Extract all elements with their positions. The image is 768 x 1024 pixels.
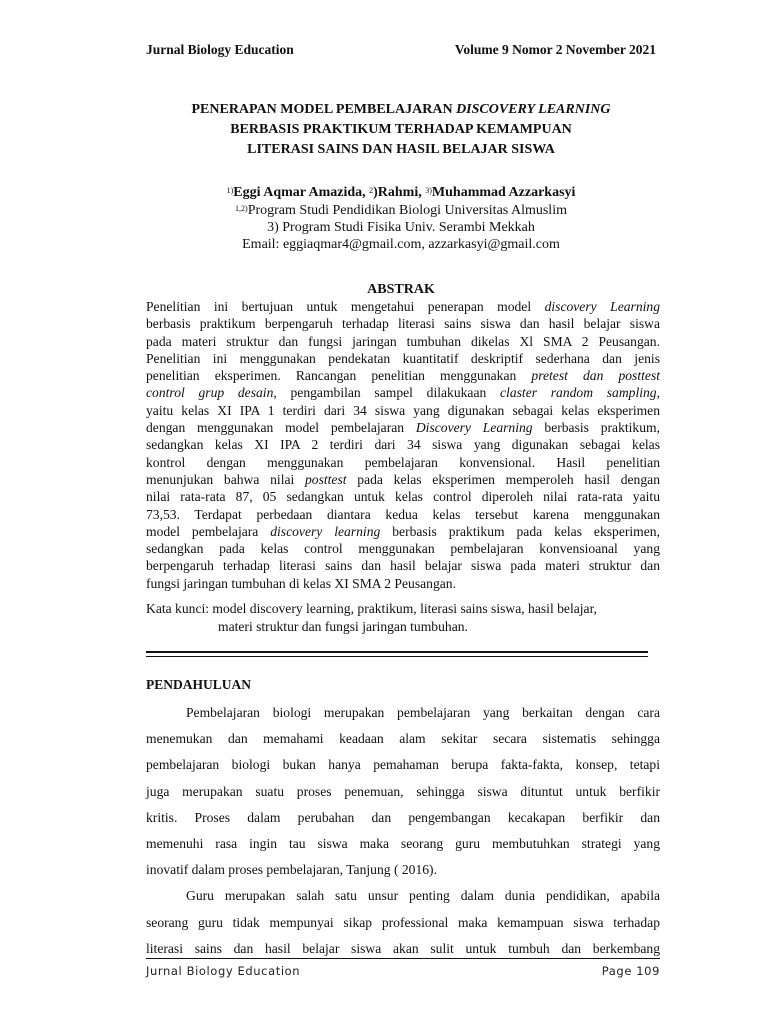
abstract-line: berbasis praktikum berpengaruh terhadap literasi sains siswa dan hasil belajar siswa — [146, 316, 660, 332]
abstract-line: Penelitian ini menggunakan pendekatan kuantitatif deskriptif sederhana dan jenis — [146, 350, 660, 366]
abstract-line: menunjukan bahwa nilai posttest pada kelas eksperimen memperoleh hasil dengan — [146, 471, 660, 487]
running-header — [146, 42, 656, 58]
body-line: memenuhi rasa ingin tau siswa maka seorang guru membutuhkan strategi yang — [146, 836, 660, 852]
abstract-line: penelitian eksperimen. Rancangan penelitian menggunakan pretest dan posttest — [146, 368, 661, 384]
paper-title — [146, 100, 656, 160]
abstract-line: sedangkan kelas XI IPA 2 terdiri dari 34 siswa yang digunakan sebagai kelas — [146, 437, 660, 453]
abstract-line: nilai rata-rata 87, 05 sedangkan untuk kelas control diperoleh nilai rata-rata yaitu — [146, 489, 660, 505]
title-line-2: BERBASIS PRAKTIKUM TERHADAP KEMAMPUAN — [230, 122, 572, 137]
header-volume: Volume 9 Nomor 2 November 2021 — [454, 42, 656, 57]
affiliation-1: $^{1,2)}$Program Studi Pendidikan Biologi Universitas Almuslim — [235, 203, 567, 218]
body-line: literasi sains dan hasil belajar siswa akan sulit untuk tumbuh dan berkembang — [146, 940, 660, 956]
body-line: Pembelajaran biologi merupakan pembelajaran yang berkaitan dengan cara — [186, 705, 660, 720]
affiliation-2: 3) Program Studi Fisika Univ. Serambi Mekkah — [267, 220, 535, 235]
header-journal-name: Jurnal Biology Education — [146, 42, 294, 57]
abstract-line: berpengaruh terhadap literasi sains dan hasil belajar siswa pada materi struktur dan — [146, 558, 660, 574]
abstract-line: sedangkan pada kelas control menggunakan pembelajaran konvensioanal yang — [146, 541, 660, 557]
keywords-line-1: Kata kunci: model discovery learning, praktikum, literasi sains siswa, hasil belajar, — [146, 601, 597, 616]
body-line: inovatif dalam proses pembelajaran, Tanjung ( 2016). — [146, 862, 437, 878]
title-line-3: LITERASI SAINS DAN HASIL BELAJAR SISWA — [247, 142, 555, 157]
keywords — [146, 600, 666, 635]
abstract-line: yaitu kelas XI IPA 1 terdiri dari 34 siswa yang digunakan sebagai kelas eksperimen — [146, 402, 660, 418]
body-line: menemukan dan memahami keadaan alam sekitar secara sistematis sehingga — [146, 731, 660, 747]
body-line: seorang guru tidak mempunyai sikap professional maka kemampuan siswa terhadap — [146, 914, 660, 930]
author-names: $^{1)}$Eggi Aqmar Amazida, $^2$)Rahmi, $^{3)}$Muhammad Azzarkasyi — [226, 185, 576, 200]
abstract-line: fungsi jaringan tumbuhan di kelas XI SMA 2 Peusangan. — [146, 575, 456, 591]
footer-divider — [146, 958, 660, 959]
section-divider-thick — [146, 651, 648, 653]
footer-journal-name: Jurnal Biology Education — [146, 964, 301, 978]
body-text — [146, 700, 660, 962]
abstract-line: control grup desain, pengambilan sampel dilakukaan claster random sampling, — [146, 385, 660, 401]
author-email: Email: eggiaqmar4@gmail.com, azzarkasyi@gmail.com — [242, 237, 560, 252]
section-heading: PENDAHULUAN — [146, 677, 252, 692]
abstract-line: 73,53. Terdapat perbedaan diantara kedua kelas tersebut karena menggunakan — [146, 506, 660, 522]
abstract-text — [146, 298, 660, 592]
body-line: kritis. Proses dalam perubahan dan pengembangan kecakapan berfikir dan — [146, 809, 660, 825]
body-line: juga merupakan suatu proses penemuan, sehingga siswa dituntut untuk berfikir — [146, 783, 660, 799]
abstract-line: pada materi struktur dan fungsi jaringan tumbuhan dikelas Xl SMA 2 Peusangan. — [146, 333, 660, 349]
author-block — [146, 184, 656, 253]
keywords-line-2: materi struktur dan fungsi jaringan tumbuhan. — [218, 618, 468, 634]
abstract-line: dengan menggunakan model pembelajaran Discovery Learning berbasis praktikum, — [146, 420, 661, 436]
abstract-line: kontrol dengan menggunakan pembelajaran konvensional. Hasil penelitian — [146, 454, 660, 470]
abstract-heading: ABSTRAK — [367, 282, 435, 297]
running-footer — [146, 964, 660, 978]
abstract-line: model pembelajara discovery learning berbasis praktikum pada kelas eksperimen, — [146, 523, 660, 539]
title-line-1: PENERAPAN MODEL PEMBELAJARAN DISCOVERY LEARNING — [191, 102, 611, 117]
abstract-line: Penelitian ini bertujuan untuk mengetahui penerapan model discovery Learning — [146, 299, 660, 314]
body-line: Guru merupakan salah satu unsur penting dalam dunia pendidikan, apabila — [186, 888, 660, 904]
section-divider-thin — [146, 656, 648, 657]
body-line: pembelajaran biologi bukan hanya pemahaman berupa fakta-fakta, konsep, tetapi — [146, 757, 660, 773]
page-number: Page 109 — [601, 964, 660, 978]
